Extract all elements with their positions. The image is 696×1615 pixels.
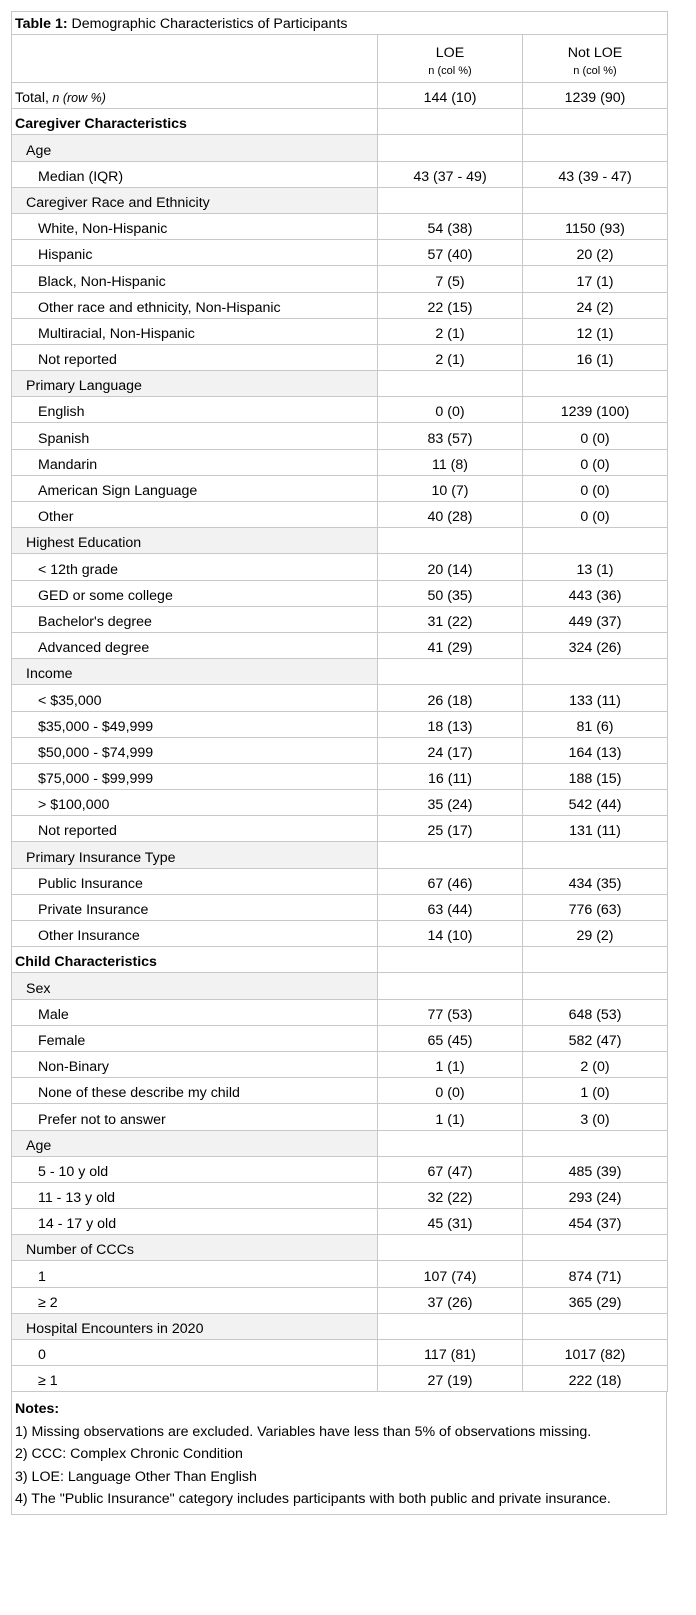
row-label: $75,000 - $99,999 xyxy=(12,763,378,789)
section-header-row xyxy=(12,109,668,135)
row-label: GED or some college xyxy=(12,580,378,606)
cell-not-loe: 454 (37) xyxy=(523,1209,668,1235)
cell-loe: 77 (53) xyxy=(378,999,523,1025)
cell-loe: 0 (0) xyxy=(378,1078,523,1104)
cell-not-loe: 582 (47) xyxy=(523,1025,668,1051)
table-row xyxy=(12,318,668,344)
cell-loe: 40 (28) xyxy=(378,502,523,528)
row-label: $50,000 - $74,999 xyxy=(12,737,378,763)
column-header-loe-sub: n (col %) xyxy=(428,65,472,77)
row-label: Not reported xyxy=(12,344,378,370)
cell-not-loe: 365 (29) xyxy=(523,1287,668,1313)
cell-not-loe: 188 (15) xyxy=(523,763,668,789)
table-row xyxy=(12,737,668,763)
table-row xyxy=(12,1051,668,1077)
cell-not-loe: 0 (0) xyxy=(523,423,668,449)
cell-not-loe: 24 (2) xyxy=(523,292,668,318)
empty-cell xyxy=(378,1313,523,1339)
table-row xyxy=(12,1078,668,1104)
table-row xyxy=(12,292,668,318)
empty-cell xyxy=(378,528,523,554)
cell-not-loe: 0 (0) xyxy=(523,502,668,528)
column-header-not-loe xyxy=(523,35,668,83)
cell-loe: 35 (24) xyxy=(378,790,523,816)
section-header: Child Characteristics xyxy=(12,947,378,973)
empty-cell xyxy=(378,659,523,685)
group-header: Number of CCCs xyxy=(12,1235,378,1261)
column-header-not-loe-sub: n (col %) xyxy=(573,65,617,77)
cell-loe: 11 (8) xyxy=(378,449,523,475)
column-header-row xyxy=(12,35,668,83)
row-label: ≥ 2 xyxy=(12,1287,378,1313)
cell-loe: 67 (47) xyxy=(378,1156,523,1182)
table-row xyxy=(12,1366,668,1392)
cell-not-loe: 485 (39) xyxy=(523,1156,668,1182)
cell-loe: 10 (7) xyxy=(378,475,523,501)
table-row xyxy=(12,1156,668,1182)
group-header-row xyxy=(12,973,668,999)
total-label-italic: n (row %) xyxy=(48,91,106,106)
cell-not-loe: 12 (1) xyxy=(523,318,668,344)
total-not-loe: 1239 (90) xyxy=(523,83,668,109)
row-label: None of these describe my child xyxy=(12,1078,378,1104)
empty-cell xyxy=(523,135,668,161)
empty-cell xyxy=(378,187,523,213)
cell-not-loe: 164 (13) xyxy=(523,737,668,763)
cell-not-loe: 16 (1) xyxy=(523,344,668,370)
row-label: Mandarin xyxy=(12,449,378,475)
cell-loe: 24 (17) xyxy=(378,737,523,763)
table-row xyxy=(12,240,668,266)
cell-not-loe: 434 (35) xyxy=(523,868,668,894)
row-label: < $35,000 xyxy=(12,685,378,711)
note-item: 2) CCC: Complex Chronic Condition xyxy=(15,1446,243,1463)
table-row xyxy=(12,1340,668,1366)
empty-cell xyxy=(378,135,523,161)
table-row xyxy=(12,266,668,292)
table-row xyxy=(12,606,668,632)
cell-not-loe: 874 (71) xyxy=(523,1261,668,1287)
row-label: Bachelor's degree xyxy=(12,606,378,632)
row-label: $35,000 - $49,999 xyxy=(12,711,378,737)
table-title-text: Demographic Characteristics of Participants xyxy=(67,16,348,32)
row-label: English xyxy=(12,397,378,423)
cell-not-loe: 648 (53) xyxy=(523,999,668,1025)
group-header-row xyxy=(12,135,668,161)
cell-loe: 41 (29) xyxy=(378,632,523,658)
empty-cell xyxy=(523,1235,668,1261)
cell-loe: 32 (22) xyxy=(378,1182,523,1208)
group-header-row xyxy=(12,1313,668,1339)
table-row xyxy=(12,344,668,370)
table-row xyxy=(12,423,668,449)
table-row xyxy=(12,475,668,501)
cell-loe: 45 (31) xyxy=(378,1209,523,1235)
group-header-row xyxy=(12,659,668,685)
cell-not-loe: 133 (11) xyxy=(523,685,668,711)
cell-loe: 65 (45) xyxy=(378,1025,523,1051)
empty-cell xyxy=(523,947,668,973)
empty-cell xyxy=(378,973,523,999)
cell-loe: 43 (37 - 49) xyxy=(378,161,523,187)
row-label: Male xyxy=(12,999,378,1025)
cell-loe: 31 (22) xyxy=(378,606,523,632)
group-header: Highest Education xyxy=(12,528,378,554)
empty-cell xyxy=(523,371,668,397)
row-label: Female xyxy=(12,1025,378,1051)
row-label: Not reported xyxy=(12,816,378,842)
row-label: Other race and ethnicity, Non-Hispanic xyxy=(12,292,378,318)
cell-loe: 22 (15) xyxy=(378,292,523,318)
notes-block xyxy=(11,1392,667,1515)
table-row xyxy=(12,1287,668,1313)
cell-not-loe: 1 (0) xyxy=(523,1078,668,1104)
cell-not-loe: 1239 (100) xyxy=(523,397,668,423)
row-label: Spanish xyxy=(12,423,378,449)
cell-loe: 50 (35) xyxy=(378,580,523,606)
cell-loe: 2 (1) xyxy=(378,344,523,370)
row-label: 1 xyxy=(12,1261,378,1287)
group-header-row xyxy=(12,842,668,868)
table-row xyxy=(12,502,668,528)
group-header-row xyxy=(12,528,668,554)
empty-cell xyxy=(378,1130,523,1156)
empty-cell xyxy=(378,947,523,973)
table-row xyxy=(12,580,668,606)
cell-loe: 63 (44) xyxy=(378,894,523,920)
cell-loe: 14 (10) xyxy=(378,921,523,947)
demographics-table xyxy=(11,11,668,1392)
cell-not-loe: 131 (11) xyxy=(523,816,668,842)
cell-not-loe: 443 (36) xyxy=(523,580,668,606)
table-row xyxy=(12,632,668,658)
table-row xyxy=(12,894,668,920)
total-label xyxy=(12,83,378,109)
table-container xyxy=(11,11,667,1515)
empty-cell xyxy=(523,1130,668,1156)
row-label: 5 - 10 y old xyxy=(12,1156,378,1182)
cell-not-loe: 0 (0) xyxy=(523,475,668,501)
empty-cell xyxy=(378,842,523,868)
table-row xyxy=(12,868,668,894)
cell-loe: 107 (74) xyxy=(378,1261,523,1287)
note-item: 3) LOE: Language Other Than English xyxy=(15,1468,257,1485)
table-row xyxy=(12,1025,668,1051)
cell-loe: 57 (40) xyxy=(378,240,523,266)
row-label: Public Insurance xyxy=(12,868,378,894)
row-label: Median (IQR) xyxy=(12,161,378,187)
cell-not-loe: 13 (1) xyxy=(523,554,668,580)
table-row xyxy=(12,685,668,711)
note-item: 4) The "Public Insurance" category includes participants with both public and private insurance. xyxy=(15,1491,611,1507)
empty-cell xyxy=(523,528,668,554)
cell-loe: 1 (1) xyxy=(378,1051,523,1077)
cell-loe: 1 (1) xyxy=(378,1104,523,1130)
total-row xyxy=(12,83,668,109)
group-header: Income xyxy=(12,659,378,685)
cell-not-loe: 43 (39 - 47) xyxy=(523,161,668,187)
group-header-row xyxy=(12,1235,668,1261)
table-row xyxy=(12,1261,668,1287)
cell-loe: 25 (17) xyxy=(378,816,523,842)
cell-loe: 16 (11) xyxy=(378,763,523,789)
empty-cell xyxy=(523,187,668,213)
row-label: ≥ 1 xyxy=(12,1366,378,1392)
total-label-text: Total, xyxy=(15,90,49,107)
row-label: Non-Binary xyxy=(12,1051,378,1077)
cell-not-loe: 1150 (93) xyxy=(523,213,668,239)
empty-cell xyxy=(378,371,523,397)
empty-cell xyxy=(523,1313,668,1339)
empty-cell xyxy=(523,973,668,999)
empty-cell xyxy=(378,109,523,135)
cell-loe: 117 (81) xyxy=(378,1340,523,1366)
row-label: Multiracial, Non-Hispanic xyxy=(12,318,378,344)
group-header: Primary Insurance Type xyxy=(12,842,378,868)
table-row xyxy=(12,1209,668,1235)
section-header-row xyxy=(12,947,668,973)
cell-not-loe: 3 (0) xyxy=(523,1104,668,1130)
column-header-loe xyxy=(378,35,523,83)
cell-loe: 18 (13) xyxy=(378,711,523,737)
table-row xyxy=(12,790,668,816)
cell-loe: 67 (46) xyxy=(378,868,523,894)
row-label: American Sign Language xyxy=(12,475,378,501)
cell-loe: 37 (26) xyxy=(378,1287,523,1313)
cell-not-loe: 29 (2) xyxy=(523,921,668,947)
cell-not-loe: 1017 (82) xyxy=(523,1340,668,1366)
row-label: Black, Non-Hispanic xyxy=(12,266,378,292)
row-label: Other xyxy=(12,502,378,528)
cell-loe: 2 (1) xyxy=(378,318,523,344)
cell-loe: 27 (19) xyxy=(378,1366,523,1392)
cell-not-loe: 81 (6) xyxy=(523,711,668,737)
table-row xyxy=(12,1182,668,1208)
row-label: 11 - 13 y old xyxy=(12,1182,378,1208)
notes-title: Notes: xyxy=(15,1401,60,1418)
cell-loe: 7 (5) xyxy=(378,266,523,292)
group-header: Primary Language xyxy=(12,371,378,397)
row-label: > $100,000 xyxy=(12,790,378,816)
table-row xyxy=(12,763,668,789)
cell-not-loe: 20 (2) xyxy=(523,240,668,266)
column-header-not-loe-name: Not LOE xyxy=(567,45,623,61)
table-title-row xyxy=(12,12,668,35)
cell-loe: 26 (18) xyxy=(378,685,523,711)
table-row xyxy=(12,711,668,737)
row-label: Other Insurance xyxy=(12,921,378,947)
cell-not-loe: 222 (18) xyxy=(523,1366,668,1392)
group-header: Hospital Encounters in 2020 xyxy=(12,1313,378,1339)
table-row xyxy=(12,397,668,423)
header-blank xyxy=(12,35,378,83)
empty-cell xyxy=(523,842,668,868)
group-header: Age xyxy=(12,135,378,161)
cell-loe: 20 (14) xyxy=(378,554,523,580)
group-header: Age xyxy=(12,1130,378,1156)
table-row xyxy=(12,449,668,475)
row-label: Hispanic xyxy=(12,240,378,266)
table-row xyxy=(12,816,668,842)
cell-not-loe: 324 (26) xyxy=(523,632,668,658)
table-row xyxy=(12,213,668,239)
cell-loe: 83 (57) xyxy=(378,423,523,449)
column-header-loe-name: LOE xyxy=(435,45,465,61)
row-label: 0 xyxy=(12,1340,378,1366)
row-label: Advanced degree xyxy=(12,632,378,658)
row-label: Prefer not to answer xyxy=(12,1104,378,1130)
row-label: White, Non-Hispanic xyxy=(12,213,378,239)
total-loe: 144 (10) xyxy=(378,83,523,109)
row-label: 14 - 17 y old xyxy=(12,1209,378,1235)
table-row xyxy=(12,1104,668,1130)
cell-not-loe: 293 (24) xyxy=(523,1182,668,1208)
table-row xyxy=(12,161,668,187)
cell-loe: 54 (38) xyxy=(378,213,523,239)
table-title-label: Table 1: xyxy=(15,16,68,32)
cell-not-loe: 542 (44) xyxy=(523,790,668,816)
row-label: < 12th grade xyxy=(12,554,378,580)
empty-cell xyxy=(523,659,668,685)
table-row xyxy=(12,921,668,947)
empty-cell xyxy=(523,109,668,135)
group-header: Sex xyxy=(12,973,378,999)
group-header-row xyxy=(12,187,668,213)
note-item: 1) Missing observations are excluded. Variables have less than 5% of observations missing. xyxy=(15,1423,592,1440)
group-header: Caregiver Race and Ethnicity xyxy=(12,187,378,213)
empty-cell xyxy=(378,1235,523,1261)
section-header: Caregiver Characteristics xyxy=(12,109,378,135)
cell-not-loe: 2 (0) xyxy=(523,1051,668,1077)
cell-not-loe: 17 (1) xyxy=(523,266,668,292)
cell-not-loe: 0 (0) xyxy=(523,449,668,475)
row-label: Private Insurance xyxy=(12,894,378,920)
cell-loe: 0 (0) xyxy=(378,397,523,423)
table-title xyxy=(12,12,668,35)
group-header-row xyxy=(12,371,668,397)
table-row xyxy=(12,554,668,580)
notes-list xyxy=(15,1421,663,1511)
group-header-row xyxy=(12,1130,668,1156)
table-row xyxy=(12,999,668,1025)
cell-not-loe: 449 (37) xyxy=(523,606,668,632)
cell-not-loe: 776 (63) xyxy=(523,894,668,920)
